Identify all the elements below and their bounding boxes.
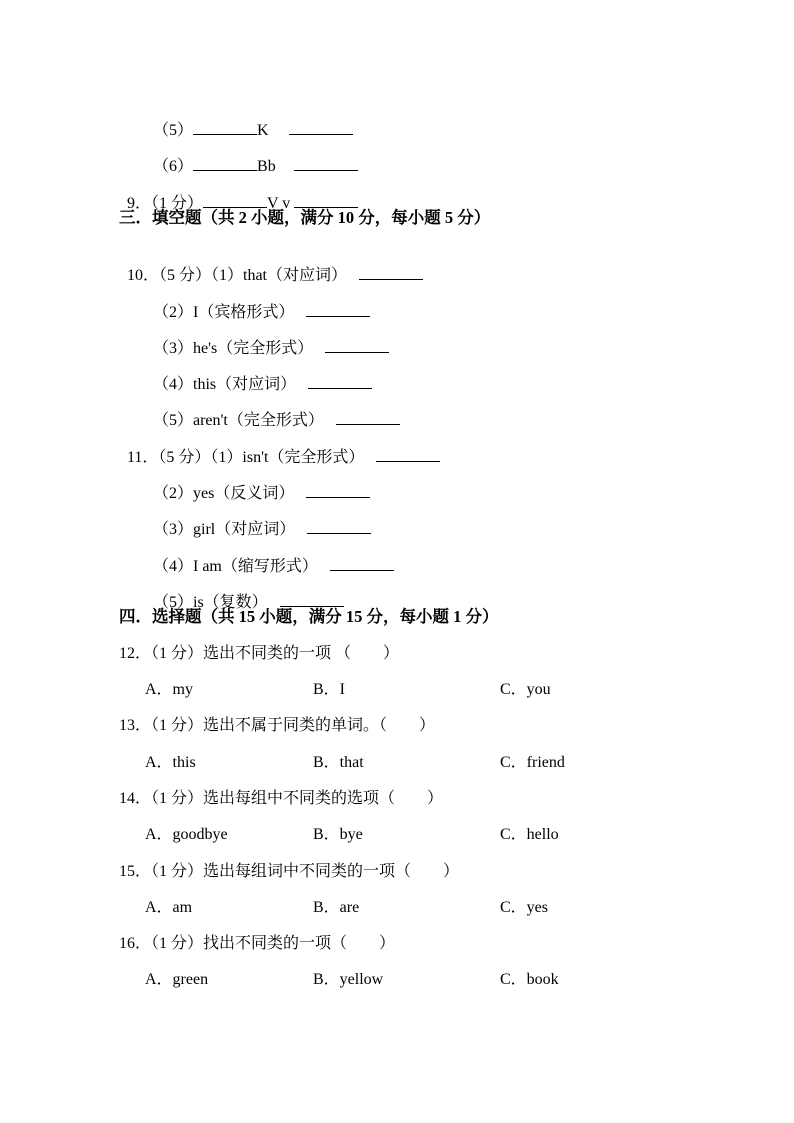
question-16: 16．（1 分）找出不同类的一项（ ） [119, 935, 396, 952]
item-text: （5）aren't（完全形式） [153, 412, 324, 429]
answer-blank[interactable] [330, 555, 394, 571]
option-b[interactable]: B．yellow [313, 971, 384, 988]
item-number: （5） [153, 122, 194, 139]
option-c[interactable]: C．hello [500, 826, 559, 843]
answer-blank[interactable] [308, 373, 372, 389]
option-b[interactable]: B．that [313, 754, 364, 771]
item-text: （2）yes（反义词） [153, 485, 295, 502]
answer-blank[interactable] [280, 591, 344, 607]
option-c[interactable]: C．yes [500, 899, 549, 916]
option-b[interactable]: B．bye [313, 826, 363, 843]
answer-blank[interactable] [203, 192, 267, 208]
item-text: （5）is（复数） [153, 594, 268, 611]
section-4-heading: 四．选择题（共 15 小题，满分 15 分，每小题 1 分） [119, 607, 499, 626]
answer-blank[interactable] [336, 409, 400, 425]
answer-blank[interactable] [306, 482, 370, 498]
option-a[interactable]: A．goodbye [145, 826, 228, 843]
question-11 [119, 426, 440, 466]
question-letters: V v [267, 195, 291, 212]
q11-item-2 [145, 462, 370, 502]
answer-blank[interactable] [193, 119, 257, 135]
answer-blank[interactable] [376, 446, 440, 462]
answer-blank[interactable] [307, 518, 371, 534]
question-13: 13．（1 分）选出不属于同类的单词。（ ） [119, 717, 436, 734]
option-c[interactable]: C．book [500, 971, 559, 988]
q11-item-5 [145, 571, 344, 611]
question-12: 12．（1 分）选出不同类的一项 （ ） [119, 645, 400, 662]
q10-item-5 [145, 389, 400, 429]
item-number: （6） [153, 158, 194, 175]
answer-blank[interactable] [306, 301, 370, 317]
item-letter: K [257, 122, 269, 139]
option-a[interactable]: A．this [145, 754, 196, 771]
q11-item-4 [145, 535, 394, 575]
answer-blank[interactable] [294, 155, 358, 171]
q10-item-2 [145, 281, 370, 321]
q8-item-5 [145, 99, 353, 139]
q8-item-6 [145, 135, 358, 175]
item-text: （2）I（宾格形式） [153, 304, 295, 321]
option-b[interactable]: B．I [313, 681, 346, 698]
question-text: 10．（5 分）（1）that（对应词） [127, 267, 347, 284]
question-number: 9．（1 分） [127, 195, 204, 212]
option-b[interactable]: B．are [313, 899, 360, 916]
q11-item-3 [145, 498, 371, 538]
section-3-heading: 三．填空题（共 2 小题，满分 10 分，每小题 5 分） [119, 208, 491, 227]
answer-blank[interactable] [359, 264, 423, 280]
option-a[interactable]: A．am [145, 899, 193, 916]
option-c[interactable]: C．friend [500, 754, 565, 771]
item-text: （4）this（对应词） [153, 376, 297, 393]
item-letter: Bb [257, 158, 276, 175]
answer-blank[interactable] [193, 155, 257, 171]
option-a[interactable]: A．my [145, 681, 194, 698]
question-15: 15．（1 分）选出每组词中不同类的一项（ ） [119, 863, 460, 880]
answer-blank[interactable] [289, 119, 353, 135]
answer-blank[interactable] [294, 192, 358, 208]
item-text: （4）I am（缩写形式） [153, 558, 318, 575]
q10-item-4 [145, 353, 372, 393]
question-9 [119, 172, 358, 212]
option-c[interactable]: C．you [500, 681, 551, 698]
q10-item-3 [145, 317, 389, 357]
question-text: 11．（5 分）（1）isn't（完全形式） [127, 449, 365, 466]
question-10 [119, 244, 423, 284]
item-text: （3）girl（对应词） [153, 521, 296, 538]
item-text: （3）he's（完全形式） [153, 340, 314, 357]
answer-blank[interactable] [325, 337, 389, 353]
question-14: 14．（1 分）选出每组中不同类的选项（ ） [119, 790, 444, 807]
option-a[interactable]: A．green [145, 971, 209, 988]
